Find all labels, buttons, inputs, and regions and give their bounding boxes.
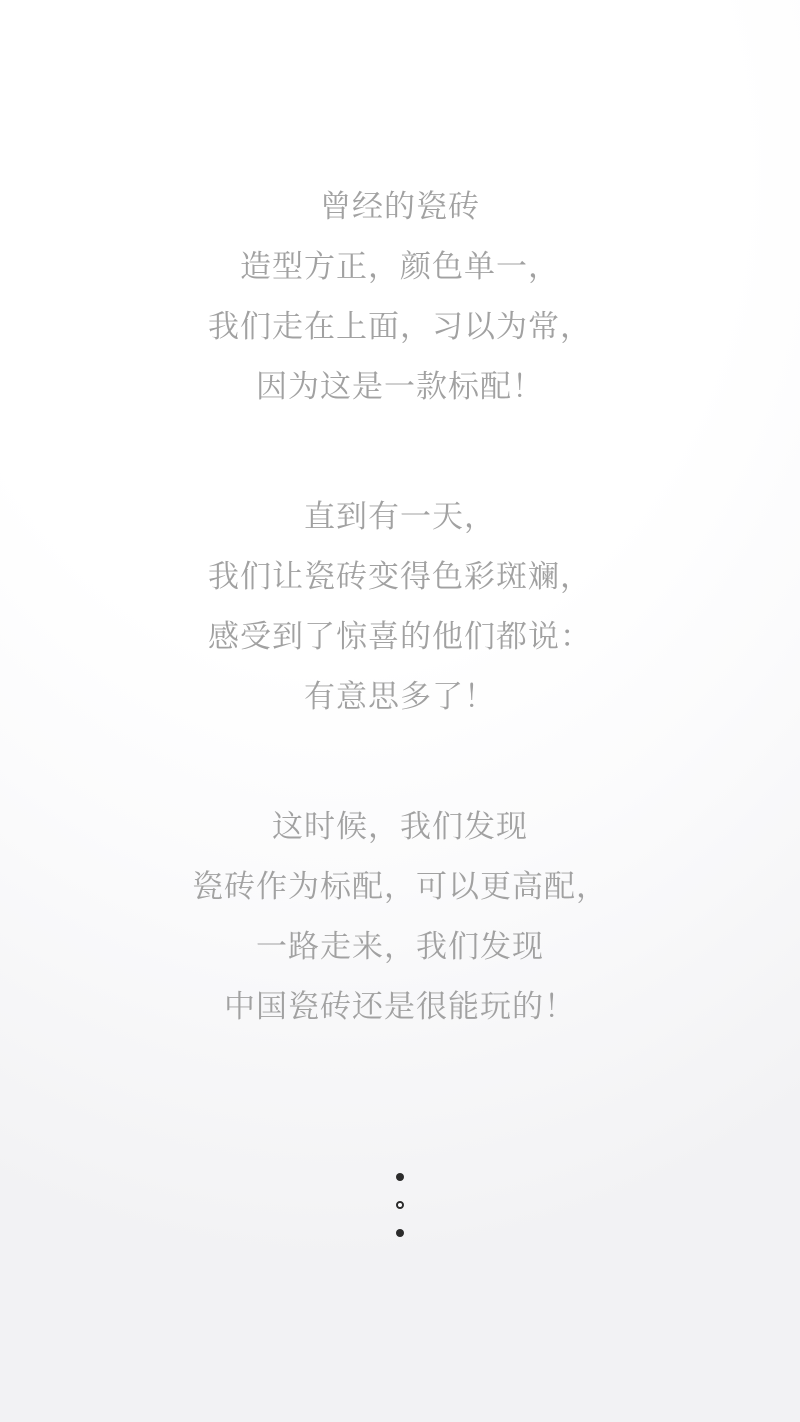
poem-line: 中国瓷砖还是很能玩的！: [224, 989, 576, 1024]
poem-line: 直到有一天，: [304, 499, 496, 534]
poem-line: 我们让瓷砖变得色彩斑斓，: [208, 559, 592, 594]
pagination-dot-3[interactable]: [396, 1229, 404, 1237]
poem-line: 我们走在上面，习以为常，: [208, 309, 592, 344]
stanza-2: [0, 487, 800, 727]
pagination-dots: [396, 1173, 404, 1237]
poem-line: 有意思多了！: [304, 679, 496, 714]
poem-line: 这时候，我们发现: [272, 809, 528, 844]
stanza-1: [0, 177, 800, 417]
poem-line: 因为这是一款标配！: [256, 369, 544, 404]
poem-line: 造型方正，颜色单一，: [240, 249, 560, 284]
poem-line: 感受到了惊喜的他们都说：: [208, 619, 592, 654]
poem-line: 一路走来，我们发现: [256, 929, 544, 964]
pagination-dot-2[interactable]: [396, 1201, 404, 1209]
poem-line: 瓷砖作为标配，可以更高配，: [192, 869, 608, 904]
stanza-3: [0, 797, 800, 1037]
poem-line: 曾经的瓷砖: [320, 189, 480, 224]
pagination-dot-1[interactable]: [396, 1173, 404, 1181]
